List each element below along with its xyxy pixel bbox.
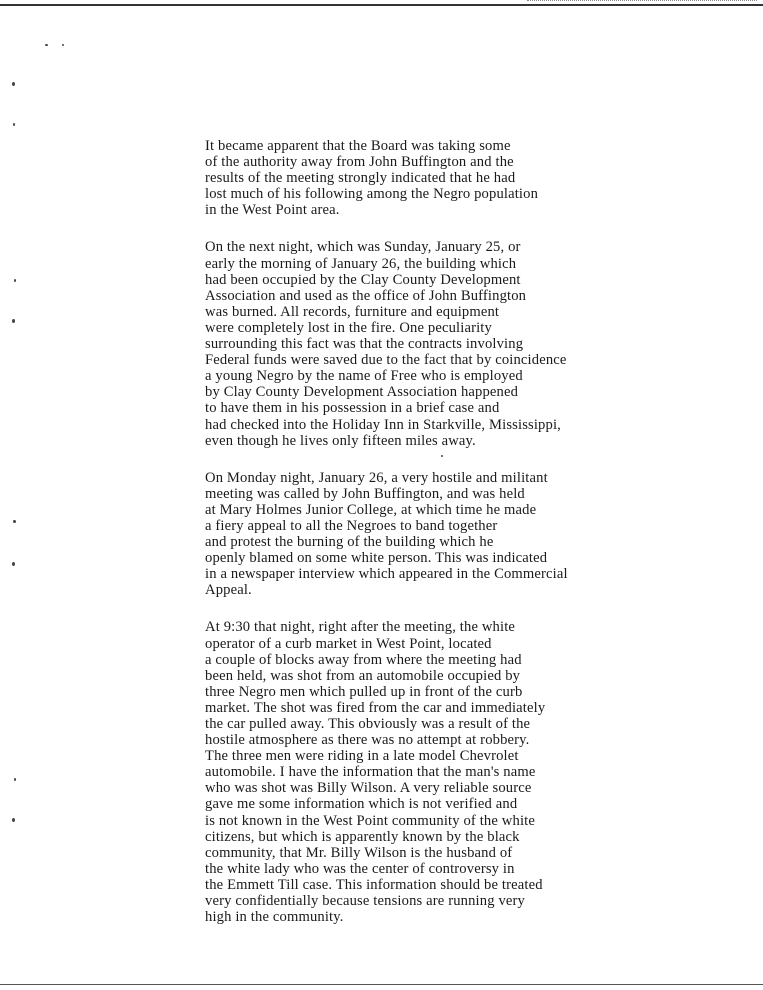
text-line: gave me some information which is not verified and bbox=[205, 796, 518, 813]
scan-speck bbox=[12, 82, 15, 86]
text-line: citizens, but which is apparently known by the black bbox=[205, 828, 520, 845]
text-line: high in the community. bbox=[205, 909, 344, 926]
scan-speck bbox=[13, 123, 15, 126]
text-line: Association and used as the office of John Buffington bbox=[205, 287, 527, 304]
text-line: surrounding this fact was that the contracts involving bbox=[205, 336, 524, 353]
text-line: results of the meeting strongly indicated that he had bbox=[205, 170, 516, 187]
text-line: It became apparent that the Board was taking some bbox=[205, 138, 511, 154]
scan-speck bbox=[12, 818, 15, 822]
scan-speck bbox=[45, 44, 48, 46]
text-line: At 9:30 that night, right after the meeting, the white bbox=[205, 619, 516, 636]
text-line: community, that Mr. Billy Wilson is the husband of bbox=[205, 844, 513, 861]
paragraph-monday-meeting bbox=[205, 470, 655, 599]
text-line: in a newspaper interview which appeared in the Commercial bbox=[205, 566, 568, 583]
text-line: hostile atmosphere as there was no attempt at robbery. bbox=[205, 732, 530, 749]
page-bottom-edge-rule bbox=[0, 984, 763, 985]
text-line: had been occupied by the Clay County Development bbox=[205, 271, 521, 288]
text-line: market. The shot was fired from the car and immediately bbox=[205, 699, 546, 716]
text-line: Federal funds were saved due to the fact that by coincidence bbox=[205, 352, 567, 369]
text-line: the car pulled away. This obviously was a result of the bbox=[205, 716, 531, 732]
text-line: by Clay County Development Association happened bbox=[205, 384, 519, 401]
text-line: operator of a curb market in West Point, located bbox=[205, 635, 492, 652]
text-line: to have them in his possession in a brief case and bbox=[205, 400, 500, 417]
scan-speck bbox=[14, 279, 16, 282]
text-line: On the next night, which was Sunday, January 25, or bbox=[205, 239, 521, 256]
text-line: three Negro men which pulled up in front of the curb bbox=[205, 683, 523, 700]
text-line: openly blamed on some white person. This was indicated bbox=[205, 550, 548, 567]
page-top-edge-rule bbox=[0, 4, 763, 6]
text-line: a fiery appeal to all the Negroes to band together bbox=[205, 517, 498, 534]
scan-speck bbox=[14, 778, 16, 781]
page-top-scan-marks bbox=[527, 0, 757, 4]
text-line: a young Negro by the name of Free who is employed bbox=[205, 368, 523, 385]
text-line: at Mary Holmes Junior College, at which time he made bbox=[205, 501, 537, 518]
text-line: Appeal. bbox=[205, 582, 252, 599]
text-line: who was shot was Billy Wilson. A very reliable source bbox=[205, 780, 532, 797]
text-line: in the West Point area. bbox=[205, 202, 340, 219]
text-line: is not known in the West Point community of the white bbox=[205, 812, 535, 829]
text-line: lost much of his following among the Negro population bbox=[205, 186, 539, 203]
text-line: the Emmett Till case. This information should be treated bbox=[205, 876, 543, 893]
text-line: been held, was shot from an automobile occupied by bbox=[205, 667, 521, 684]
scan-speck bbox=[12, 319, 15, 323]
text-line: the white lady who was the center of controversy in bbox=[205, 860, 515, 877]
document-body bbox=[205, 138, 655, 946]
scan-speck bbox=[62, 44, 64, 46]
text-line: and protest the burning of the building which he bbox=[205, 534, 494, 551]
text-line: very confidentially because tensions are running very bbox=[205, 893, 525, 910]
text-line: was burned. All records, furniture and equipment bbox=[205, 303, 500, 320]
text-line: were completely lost in the fire. One peculiarity bbox=[205, 319, 492, 336]
scan-speck bbox=[12, 562, 15, 566]
text-line: On Monday night, January 26, a very hostile and militant bbox=[205, 469, 548, 486]
paragraph-building-fire bbox=[205, 239, 655, 448]
text-line: The three men were riding in a late model Chevrolet bbox=[205, 748, 519, 765]
text-line: of the authority away from John Buffington and the bbox=[205, 154, 514, 171]
scan-speck bbox=[13, 520, 16, 523]
paragraph-board-authority bbox=[205, 138, 655, 218]
text-line: even though he lives only fifteen miles away. bbox=[205, 432, 476, 449]
text-line: early the morning of January 26, the building which bbox=[205, 255, 517, 272]
text-line: meeting was called by John Buffington, and was held bbox=[205, 485, 525, 502]
text-line: had checked into the Holiday Inn in Starkville, Mississippi, bbox=[205, 416, 561, 433]
text-line: automobile. I have the information that the man's name bbox=[205, 764, 536, 781]
paragraph-shooting-incident bbox=[205, 619, 655, 925]
text-line: a couple of blocks away from where the meeting had bbox=[205, 651, 522, 668]
